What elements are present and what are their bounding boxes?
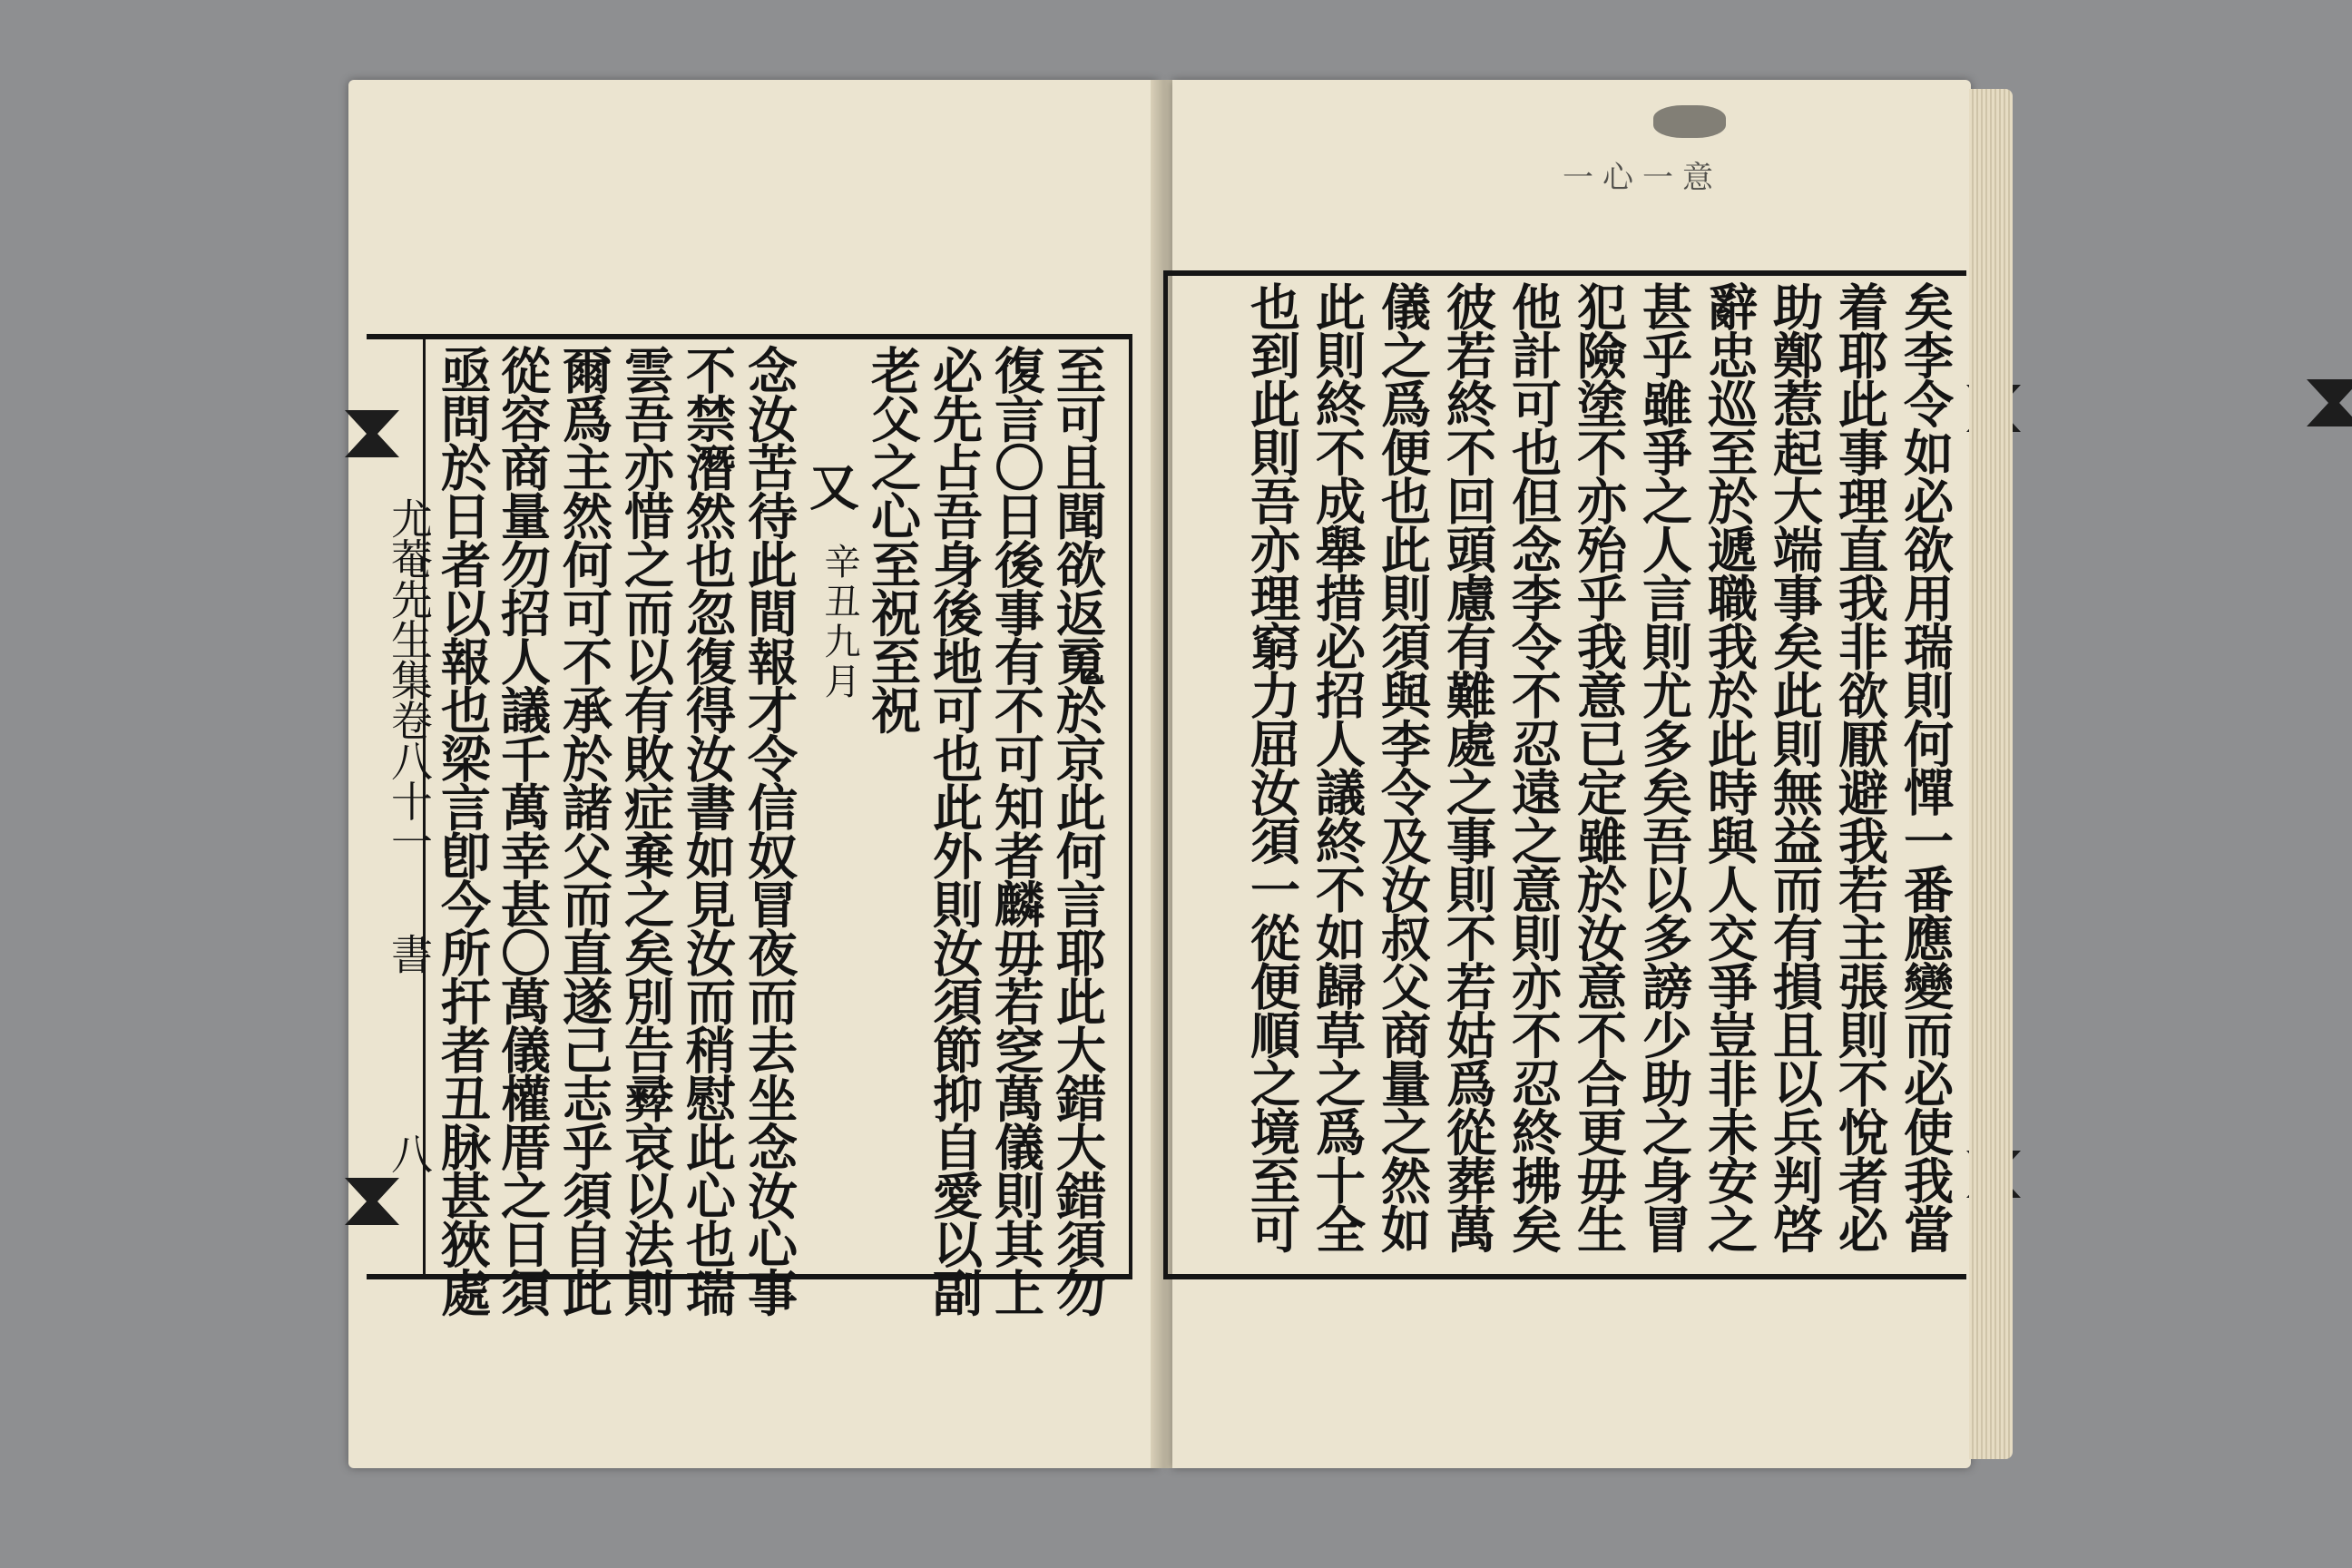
text-column: 辭忠巡至於遞職我於此時與人交爭豈非未安之 bbox=[1700, 281, 1759, 1252]
text-column: 助鄭惹起大端事矣此則無益而有損且以兵判啓 bbox=[1765, 281, 1824, 1252]
text-column: 矣李令如必欲用瑞則何憚一番應變而必使我當 bbox=[1896, 281, 1955, 1252]
seal-stamp: 一心一意 bbox=[1563, 160, 1722, 196]
margin-page-number: 八 bbox=[385, 1132, 434, 1173]
letter-heading: 又 bbox=[801, 461, 860, 510]
text-column: 着耶此事理直我非欲厭避我若主張則不悅者必 bbox=[1830, 281, 1889, 1252]
text-column: 亟問於日者以報也梁言卽今所扞者丑脉甚狹處 bbox=[433, 345, 492, 1316]
text-column: 彼若終不回頭慮有難處之事則不若姑爲從葬萬 bbox=[1438, 281, 1497, 1252]
fold-fish-tail-top bbox=[2307, 379, 2352, 426]
text-column: 至可且聞欲返䰟於京此何言耶此大錯大錯須勿 bbox=[1048, 345, 1107, 1316]
text-column: 必先占吾身後地可也此外則汝須節抑自愛以副 bbox=[925, 345, 984, 1316]
text-column: 不禁潛然也忽復得汝書如見汝而稍慰此心也瑞 bbox=[678, 345, 737, 1316]
text-column: 此則終不成舉措必招人議終不如歸草之爲十全 bbox=[1308, 281, 1367, 1252]
text-column: 老父之心至祝至祝 bbox=[863, 345, 922, 733]
letter-date: 辛丑九月 bbox=[818, 543, 860, 702]
margin-title: 尤菴先生集卷八十一 bbox=[385, 497, 434, 861]
left-page bbox=[348, 80, 1158, 1468]
text-column: 他計可也但念李令不忍遠之意則亦不忍終拂矣 bbox=[1504, 281, 1563, 1252]
text-column: 復言〇日後事有不可知者麟毋若窆萬儀則其上 bbox=[986, 345, 1045, 1316]
text-column: 甚乎雖爭之人言則尤多矣吾以多謗少助之身冒 bbox=[1634, 281, 1693, 1252]
page-edges bbox=[1969, 89, 2013, 1459]
open-book bbox=[338, 80, 2033, 1477]
text-column: 也到此則吾亦理窮力屈汝須一從便順之境至可 bbox=[1242, 281, 1301, 1252]
ink-smudge bbox=[1653, 105, 1726, 138]
text-column: 犯險塗不亦殆乎我意已定雖於汝意不合更毋生 bbox=[1569, 281, 1628, 1252]
text-column: 爾爲主然何可不承於諸父而直遂己志乎須自此 bbox=[554, 345, 613, 1316]
text-column: 雲吾亦惜之而以有敗症棄之矣別告彛哀以法則 bbox=[616, 345, 675, 1316]
text-column: 從容商量勿招人議千萬幸甚〇萬儀權厝之日須 bbox=[493, 345, 552, 1316]
text-column: 念汝苦待此間報才令信奴冒夜而去坐念汝心事 bbox=[740, 345, 799, 1316]
margin-section: 書 bbox=[385, 933, 434, 974]
text-column: 儀之爲便也此則須與李令及汝叔父商量之然如 bbox=[1373, 281, 1432, 1252]
